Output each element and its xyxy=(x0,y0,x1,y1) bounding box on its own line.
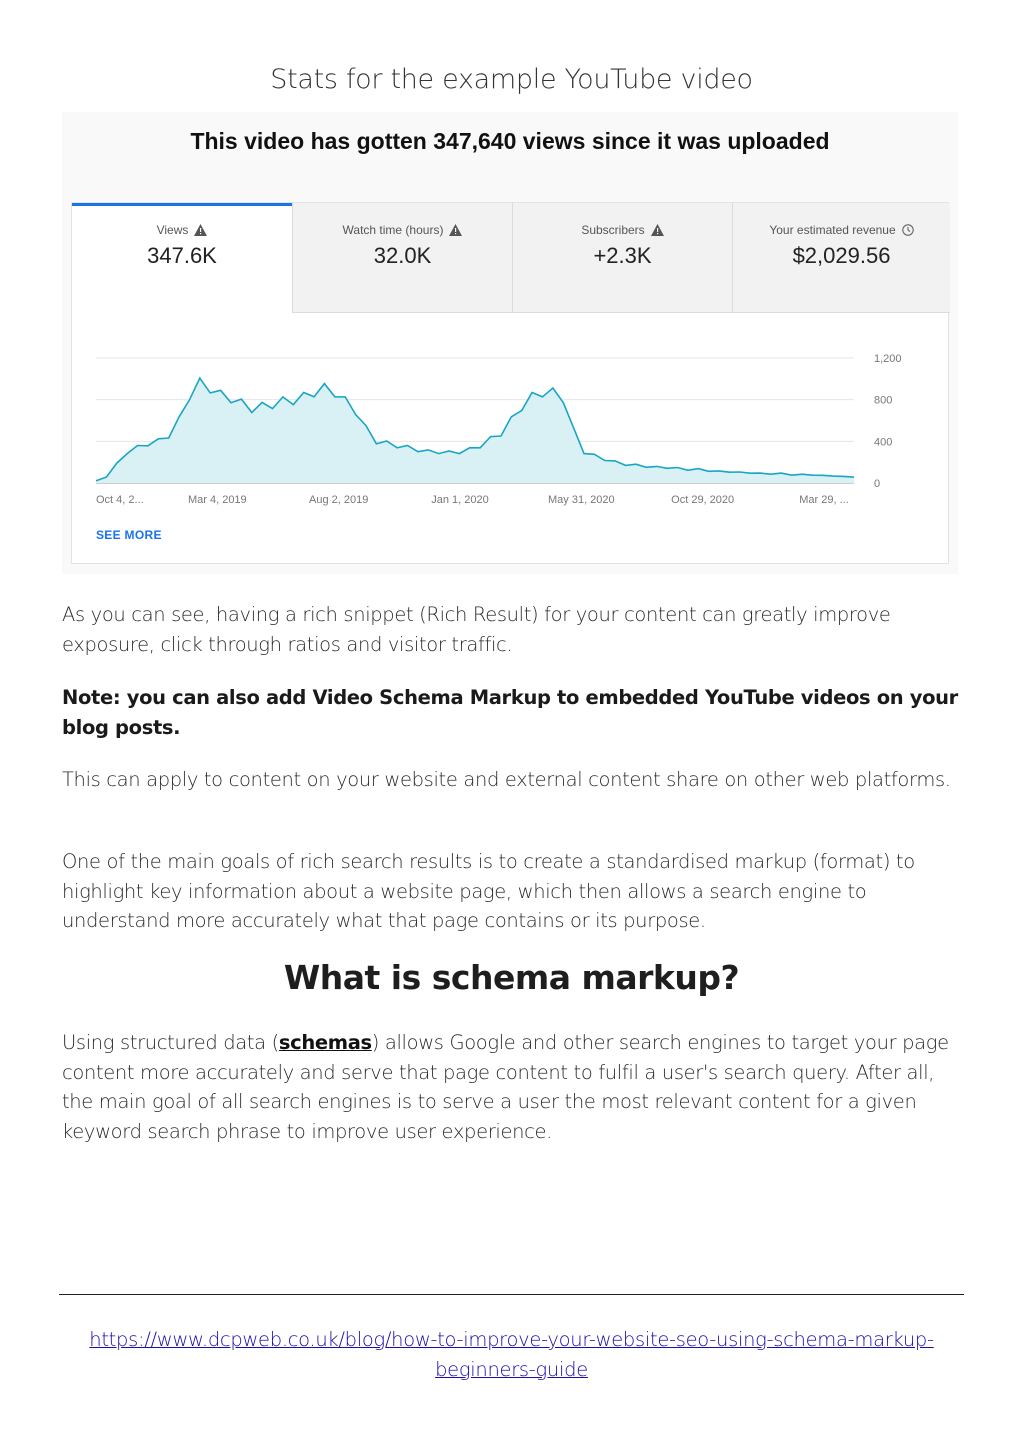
note-paragraph: Note: you can also add Video Schema Markup to embedded YouTube videos on your blog posts. xyxy=(62,686,958,739)
tab-label: Watch time (hours) xyxy=(342,223,444,237)
x-tick-label: Oct 29, 2020 xyxy=(671,494,735,506)
see-more-link[interactable]: SEE MORE xyxy=(96,528,162,542)
schema-text-after: ) allows Google and other search engines to target your page content more accurately and serve that page content to fulfil a user's search query. After all, the main goal of all search engines is to serve a user the most relevant content for a given keyword search phrase to improve user experience. xyxy=(62,1031,949,1143)
metric-tabs xyxy=(72,203,950,313)
y-tick-label: 1,200 xyxy=(874,353,902,365)
x-tick-label: Jan 1, 2020 xyxy=(431,494,489,506)
clock-icon xyxy=(902,224,914,236)
tab-value: $2,029.56 xyxy=(792,243,891,268)
footer-divider xyxy=(59,1294,964,1295)
paragraph-rich-snippet: As you can see, having a rich snippet (Rich Result) for your content can greatly improve exposure, click through ratios and visitor traffic. xyxy=(62,603,891,656)
tab-revenue[interactable] xyxy=(732,203,950,313)
figure-caption: Stats for the example YouTube video xyxy=(270,64,753,95)
views-chart-svg xyxy=(72,313,950,513)
tab-label: Views xyxy=(156,223,189,237)
paragraph-schema xyxy=(62,1028,967,1146)
footer-source-link[interactable]: https://www.dcpweb.co.uk/blog/how-to-improve-your-website-seo-using-schema-markup-beginners-guide xyxy=(89,1328,934,1381)
x-tick-label: May 31, 2020 xyxy=(548,494,615,506)
warning-icon xyxy=(651,224,664,236)
paragraph-goals: One of the main goals of rich search results is to create a standardised markup (format) to highlight key information about a website page, which then allows a search engine to understand more accurately what that page contains or its purpose. xyxy=(62,850,915,932)
y-tick-label: 400 xyxy=(874,436,893,449)
y-tick-label: 800 xyxy=(874,394,893,407)
tab-views[interactable] xyxy=(72,203,292,313)
screenshot-headline: This video has gotten 347,640 views since it was uploaded xyxy=(190,128,830,154)
tab-watch-time[interactable] xyxy=(292,203,512,313)
x-tick-label: Aug 2, 2019 xyxy=(308,494,369,506)
tab-subscribers[interactable] xyxy=(512,203,732,313)
x-tick-label: Mar 4, 2019 xyxy=(187,494,247,506)
schemas-link[interactable]: schemas xyxy=(278,1031,372,1054)
analytics-card xyxy=(71,202,949,564)
views-chart xyxy=(72,313,950,513)
x-tick-label: Oct 4, 2... xyxy=(96,494,144,506)
tab-label: Subscribers xyxy=(581,223,645,237)
section-heading: What is schema markup? xyxy=(283,958,740,997)
youtube-stats-screenshot xyxy=(62,112,958,574)
x-tick-label: Mar 29, ... xyxy=(799,494,849,506)
warning-icon xyxy=(194,224,207,236)
schema-text-before: Using structured data ( xyxy=(62,1031,279,1054)
views-area xyxy=(96,378,854,483)
paragraph-apply: This can apply to content on your website and external content share on other web platforms. xyxy=(62,768,951,791)
tab-value: 32.0K xyxy=(373,243,432,268)
y-tick-label: 0 xyxy=(874,478,881,490)
tab-value: 347.6K xyxy=(147,243,217,268)
tab-value: +2.3K xyxy=(593,243,652,268)
tab-label: Your estimated revenue xyxy=(769,223,896,237)
warning-icon xyxy=(449,224,462,236)
